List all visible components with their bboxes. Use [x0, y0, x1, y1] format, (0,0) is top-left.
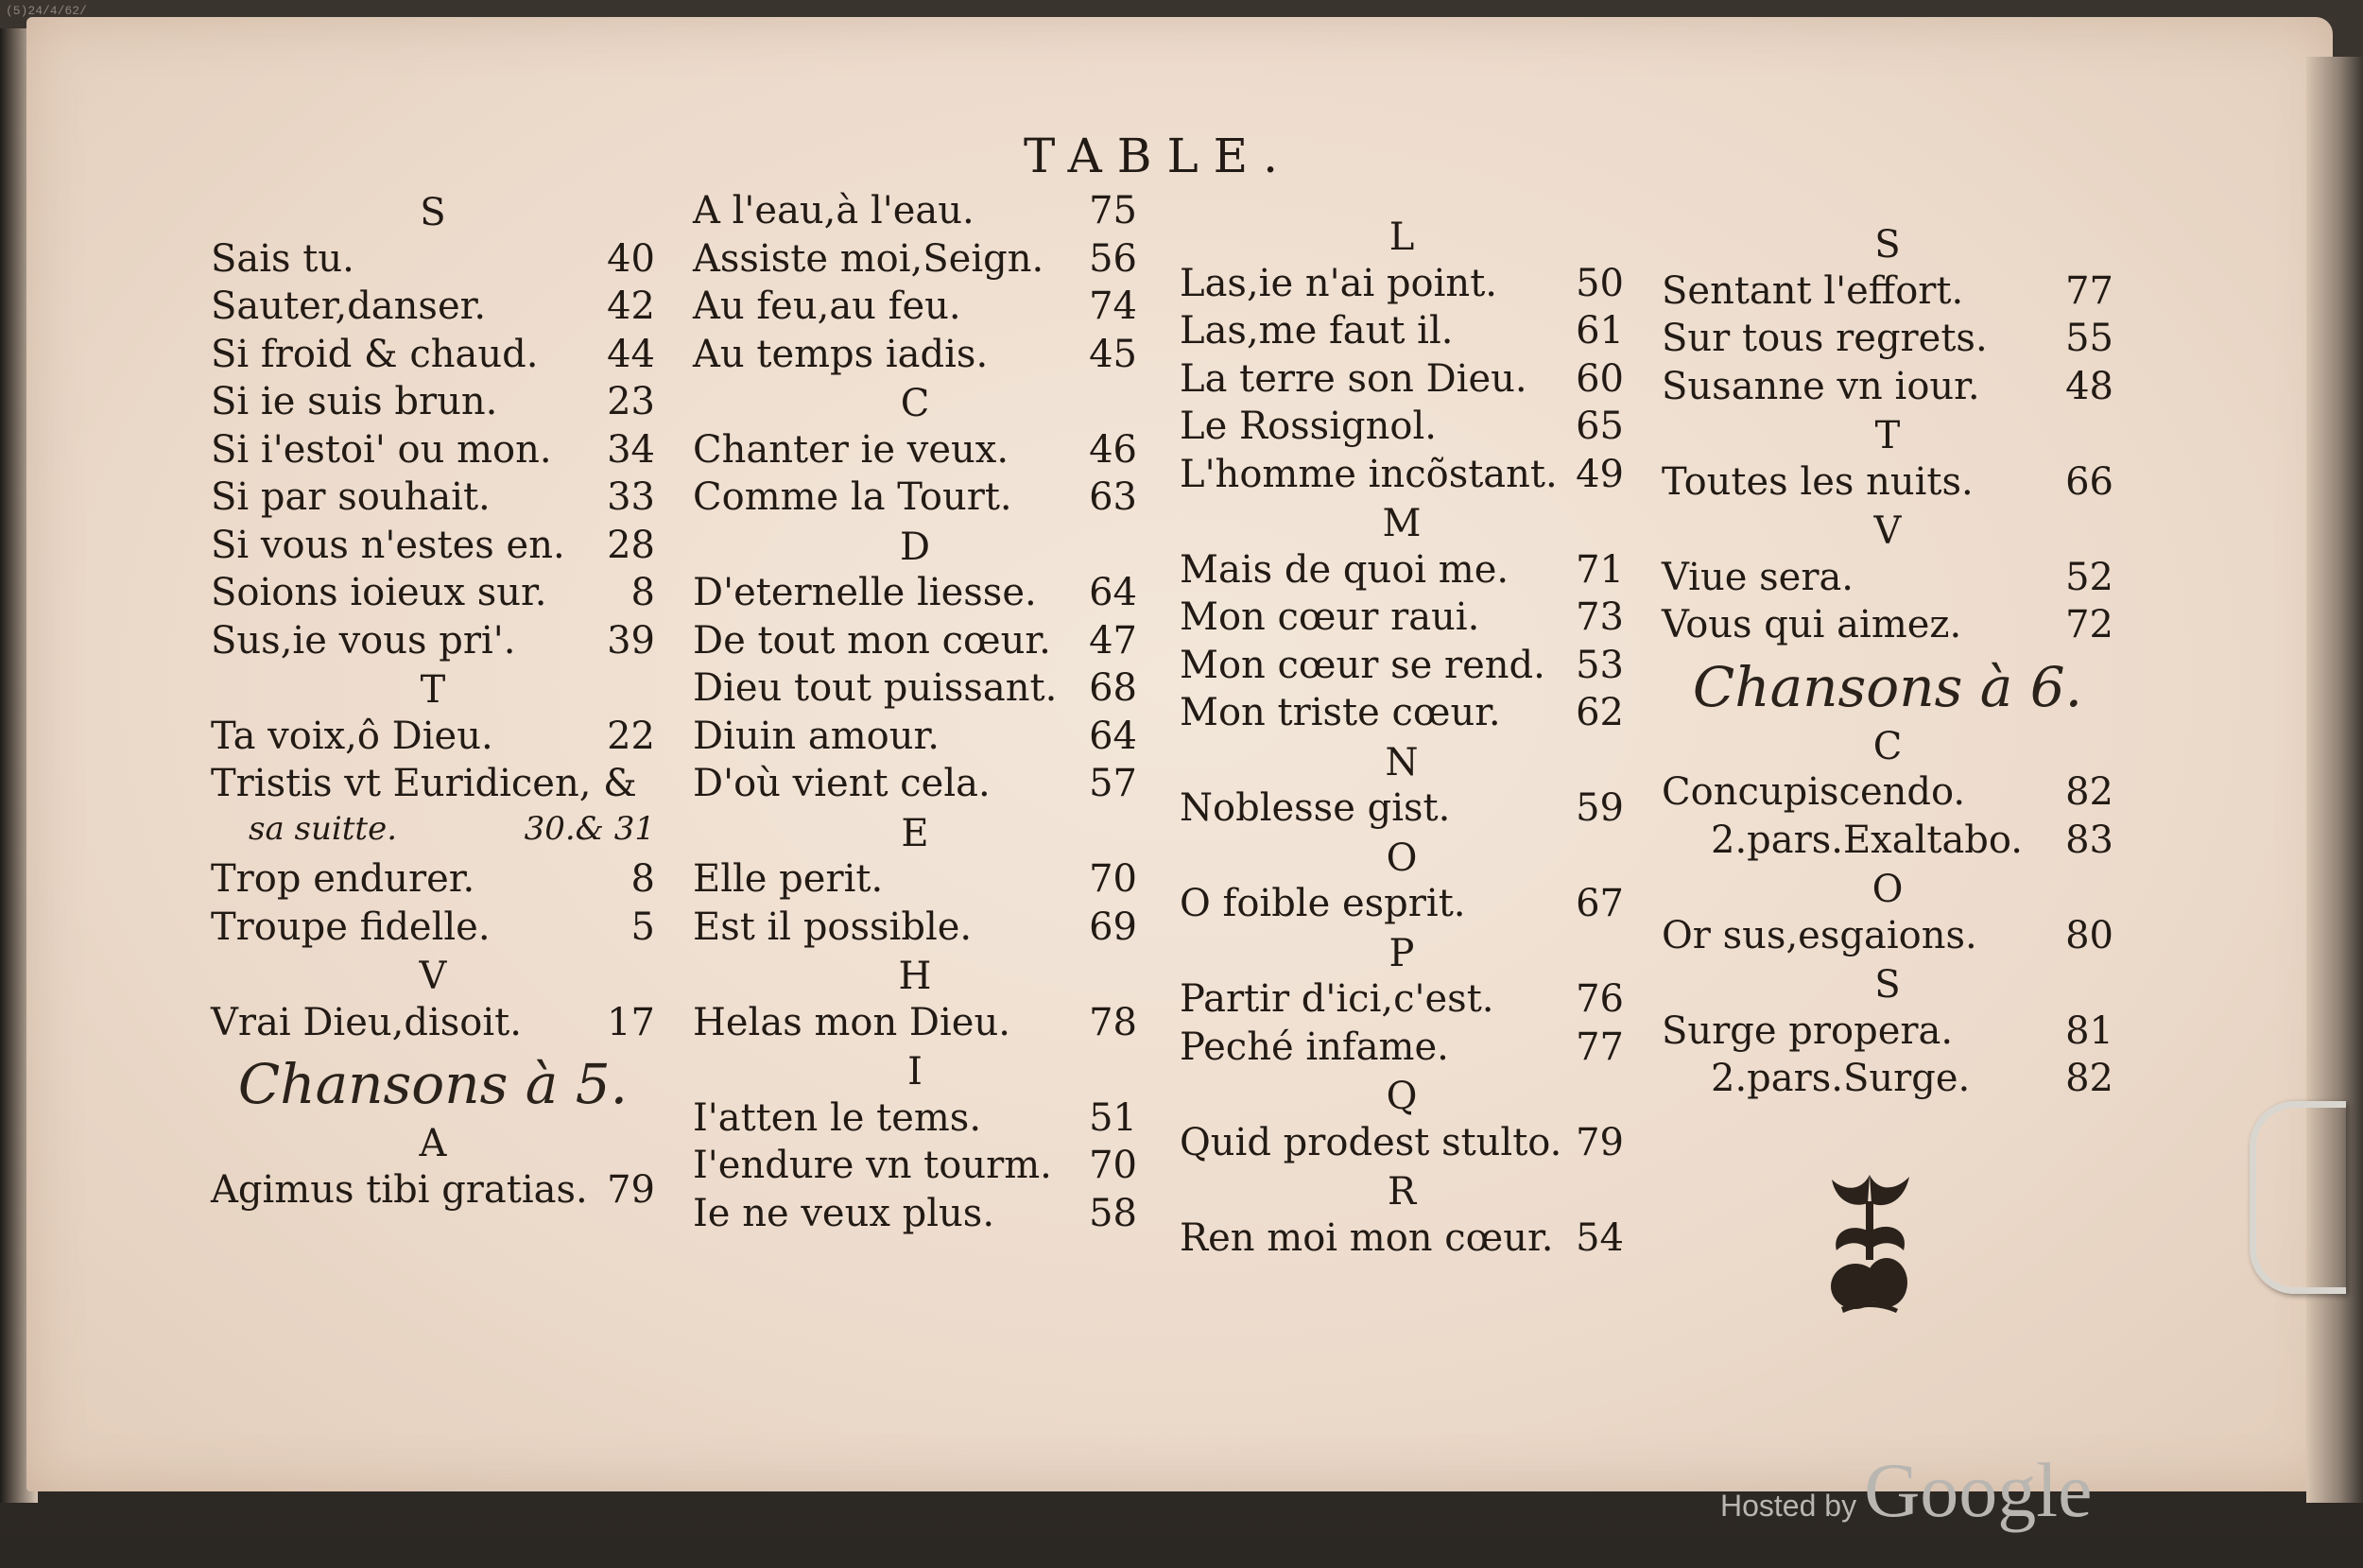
- entry-title: Si par souhait.: [211, 475, 491, 519]
- entry-title: Quid prodest stulto.: [1180, 1120, 1562, 1164]
- entry-title: Sus,ie vous pri'.: [211, 618, 516, 663]
- index-entry: [693, 715, 1137, 763]
- entry-title: Ie ne veux plus.: [693, 1191, 995, 1235]
- entry-title: Sais tu.: [211, 236, 354, 281]
- entry-title: Comme la Tourt.: [693, 475, 1012, 519]
- fleuron-ornament-icon: [1803, 1165, 1936, 1317]
- index-entry: [1180, 786, 1624, 835]
- entry-title: Au temps iadis.: [693, 332, 989, 376]
- index-entry: [211, 810, 655, 858]
- entry-page-number: 58: [1089, 1191, 1137, 1235]
- index-entry: [1662, 603, 2113, 651]
- index-entry: [211, 905, 655, 954]
- entry-page-number: 70: [1089, 857, 1137, 901]
- entry-page-number: 74: [1089, 284, 1137, 328]
- index-entry: [1180, 977, 1624, 1025]
- index-entry: [1180, 595, 1624, 644]
- entry-page-number: 75: [1089, 189, 1137, 233]
- index-entry: [1662, 460, 2113, 508]
- index-entry: [693, 284, 1137, 333]
- entry-page-number: 64: [1089, 571, 1137, 614]
- letter-heading: T: [420, 668, 446, 712]
- page-title: TABLE.: [1024, 129, 1294, 183]
- entry-page-number: 61: [1576, 309, 1624, 353]
- index-entry: [1662, 269, 2113, 318]
- entry-title: Trop endurer.: [211, 857, 475, 901]
- entry-title: Noblesse gist.: [1180, 786, 1451, 830]
- index-entry: [211, 619, 655, 667]
- letter-heading: E: [901, 811, 929, 855]
- entry-page-number: 45: [1089, 332, 1137, 376]
- entry-title: Vrai Dieu,disoit.: [211, 1000, 522, 1044]
- index-entry: [693, 762, 1137, 810]
- entry-page-number: 82: [2065, 1057, 2113, 1100]
- entry-title: Surge propera.: [1662, 1008, 1954, 1053]
- entry-page-number: 78: [1089, 1000, 1137, 1044]
- entry-page-number: 8: [630, 857, 655, 901]
- entry-page-number: 73: [1576, 595, 1624, 639]
- letter-heading: H: [898, 955, 932, 998]
- entry-page-number: 5: [630, 905, 655, 949]
- entry-page-number: 79: [1576, 1120, 1624, 1164]
- entry-title: 2.pars.Surge.: [1711, 1057, 1971, 1100]
- entry-page-number: 70: [1089, 1144, 1137, 1187]
- entry-page-number: 57: [1089, 762, 1137, 805]
- entry-title: O foible esprit.: [1180, 882, 1466, 925]
- index-entry: [211, 857, 655, 905]
- entry-page-number: 65: [1576, 405, 1624, 448]
- index-entry: [1180, 262, 1624, 310]
- index-entry: [1662, 556, 2113, 604]
- entry-page-number: 53: [1576, 643, 1624, 687]
- entry-title: Le Rossignol.: [1180, 405, 1437, 448]
- index-entry: [693, 333, 1137, 381]
- entry-page-number: 54: [1576, 1215, 1624, 1260]
- index-entry: [1180, 1025, 1624, 1074]
- index-entry: [211, 475, 655, 524]
- entry-title: De tout mon cœur.: [693, 618, 1051, 663]
- index-entry: [1180, 644, 1624, 692]
- letter-heading: D: [899, 525, 931, 569]
- entry-page-number: 44: [607, 332, 655, 376]
- index-entry: [693, 428, 1137, 476]
- entry-title: Susanne vn iour.: [1662, 364, 1980, 408]
- entry-page-number: 17: [607, 1000, 655, 1044]
- index-entry: [1662, 770, 2113, 818]
- entry-title: Diuin amour.: [693, 714, 940, 758]
- index-entry: [693, 571, 1137, 619]
- entry-title: Ta voix,ô Dieu.: [211, 714, 493, 758]
- letter-heading: O: [1871, 868, 1904, 911]
- entry-title: sa suitte.: [249, 809, 398, 848]
- letter-heading: I: [907, 1050, 923, 1094]
- entry-page-number: 80: [2065, 913, 2113, 957]
- index-entry: [1662, 365, 2113, 413]
- entry-title: Assiste moi,Seign.: [693, 236, 1044, 281]
- entry-page-number: 79: [607, 1167, 655, 1212]
- entry-title: Ren moi mon cœur.: [1180, 1215, 1554, 1260]
- entry-title: La terre son Dieu.: [1180, 356, 1527, 401]
- watermark-hosted-text: Hosted by: [1720, 1489, 1857, 1523]
- entry-title: Peché infame.: [1180, 1025, 1449, 1069]
- index-entry: [693, 1144, 1137, 1192]
- section-heading: Chansons à 5.: [237, 1052, 629, 1116]
- entry-title: Mais de quoi me.: [1180, 547, 1509, 592]
- letter-heading: T: [1874, 414, 1901, 457]
- index-column-4: [1662, 221, 2113, 1105]
- watermark-brand-text: Google: [1864, 1447, 2093, 1533]
- entry-title: Tristis vt Euridicen, &: [211, 762, 637, 805]
- entry-title: A l'eau,à l'eau.: [693, 189, 975, 233]
- index-entry: [1180, 691, 1624, 739]
- entry-title: Chanter ie veux.: [693, 427, 1009, 472]
- letter-heading: V: [419, 955, 447, 998]
- entry-page-number: 67: [1576, 882, 1624, 925]
- letter-heading: V: [1873, 509, 1902, 553]
- index-entry: [1180, 1216, 1624, 1265]
- entry-title: Si froid & chaud.: [211, 332, 539, 376]
- entry-title: Concupiscendo.: [1662, 770, 1966, 814]
- index-entry: [693, 237, 1137, 285]
- entry-title: I'endure vn tourm.: [693, 1144, 1052, 1187]
- index-entry: [693, 189, 1137, 237]
- entry-page-number: 59: [1576, 786, 1624, 830]
- letter-heading: P: [1388, 931, 1415, 975]
- entry-page-number: 71: [1576, 547, 1624, 592]
- entry-page-number: 66: [2065, 459, 2113, 504]
- index-entry: [211, 284, 655, 333]
- index-entry: [1662, 914, 2113, 962]
- letter-heading: S: [1874, 963, 1901, 1007]
- entry-page-number: 77: [1576, 1025, 1624, 1069]
- entry-page-number: 63: [1089, 475, 1137, 519]
- entry-page-number: 39: [607, 618, 655, 663]
- entry-title: Si vous n'estes en.: [211, 523, 565, 567]
- entry-page-number: 55: [2065, 317, 2113, 360]
- entry-title: Dieu tout puissant.: [693, 666, 1058, 710]
- entry-title: Sentant l'effort.: [1662, 268, 1964, 313]
- letter-heading: N: [1385, 740, 1419, 784]
- entry-page-number: 33: [607, 475, 655, 519]
- entry-page-number: 76: [1576, 977, 1624, 1021]
- index-entry: [211, 333, 655, 381]
- entry-page-number: 83: [2065, 818, 2113, 862]
- entry-page-number: 77: [2065, 268, 2113, 313]
- entry-title: Mon cœur raui.: [1180, 595, 1480, 639]
- entry-page-number: 64: [1089, 714, 1137, 758]
- entry-page-number: 56: [1089, 236, 1137, 281]
- index-entry: [1180, 548, 1624, 596]
- entry-page-number: 82: [2065, 770, 2113, 814]
- index-entry: [211, 237, 655, 285]
- entry-title: Toutes les nuits.: [1662, 459, 1974, 504]
- entry-title: Mon cœur se rend.: [1180, 643, 1545, 687]
- entry-page-number: 40: [607, 236, 655, 281]
- index-entry: [1180, 357, 1624, 405]
- letter-heading: L: [1388, 215, 1415, 259]
- entry-title: Las,me faut il.: [1180, 309, 1454, 353]
- letter-heading: C: [900, 382, 930, 425]
- entry-page-number: 30.& 31: [524, 809, 655, 848]
- index-entry: [693, 857, 1137, 905]
- entry-page-number: 62: [1576, 691, 1624, 734]
- index-column-2: [693, 189, 1137, 1239]
- index-entry: [211, 428, 655, 476]
- entry-page-number: 60: [1576, 356, 1624, 401]
- entry-page-number: 68: [1089, 666, 1137, 710]
- entry-title: Au feu,au feu.: [693, 284, 961, 328]
- letter-heading: O: [1386, 836, 1418, 880]
- letter-heading: A: [419, 1122, 447, 1165]
- entry-title: I'atten le tems.: [693, 1095, 982, 1140]
- entry-page-number: 48: [2065, 364, 2113, 408]
- index-entry: [1662, 317, 2113, 365]
- entry-page-number: 72: [2065, 603, 2113, 646]
- entry-title: Si ie suis brun.: [211, 380, 498, 423]
- index-entry: [693, 619, 1137, 667]
- entry-page-number: 81: [2065, 1008, 2113, 1053]
- index-entry: [693, 1001, 1137, 1049]
- index-entry: [1180, 1121, 1624, 1169]
- index-entry: [693, 666, 1137, 715]
- entry-title: Si i'estoi' ou mon.: [211, 427, 552, 472]
- entry-title: L'homme incõstant.: [1180, 452, 1558, 496]
- entry-page-number: 49: [1576, 452, 1624, 496]
- entry-page-number: 46: [1089, 427, 1137, 472]
- index-entry: [1180, 453, 1624, 501]
- index-entry: [1180, 882, 1624, 930]
- index-entry: [211, 571, 655, 619]
- entry-title: Soions ioieux sur.: [211, 571, 547, 614]
- index-entry: [693, 1096, 1137, 1145]
- entry-page-number: 22: [607, 714, 655, 758]
- letter-heading: Q: [1386, 1075, 1418, 1118]
- entry-title: Vous qui aimez.: [1662, 603, 1962, 646]
- index-entry: [693, 905, 1137, 954]
- page-clip: [2250, 1101, 2346, 1294]
- entry-page-number: 50: [1576, 261, 1624, 305]
- index-entry: [211, 1001, 655, 1049]
- index-entry: [1662, 1009, 2113, 1058]
- entry-page-number: 51: [1089, 1095, 1137, 1140]
- index-entry: [211, 1168, 655, 1216]
- letter-heading: M: [1382, 502, 1422, 545]
- entry-title: Las,ie n'ai point.: [1180, 261, 1497, 305]
- letter-heading: S: [420, 191, 446, 234]
- entry-title: Sur tous regrets.: [1662, 317, 1988, 360]
- entry-title: Or sus,esgaions.: [1662, 913, 1977, 957]
- entry-title: Sauter,danser.: [211, 284, 487, 328]
- index-entry: [211, 380, 655, 428]
- entry-page-number: 23: [607, 380, 655, 423]
- index-entry: [693, 1192, 1137, 1240]
- entry-title: Viue sera.: [1662, 555, 1854, 599]
- index-column-1: [211, 189, 655, 1215]
- scan-corner-code: (5)24/4/62/: [6, 4, 87, 18]
- index-column-3: [1180, 214, 1624, 1264]
- index-entry: [211, 715, 655, 763]
- entry-page-number: 69: [1089, 905, 1137, 949]
- entry-title: Agimus tibi gratias.: [211, 1167, 588, 1212]
- entry-page-number: 42: [607, 284, 655, 328]
- entry-title: Helas mon Dieu.: [693, 1000, 1010, 1044]
- index-entry: [211, 762, 655, 810]
- entry-title: Mon triste cœur.: [1180, 691, 1501, 734]
- index-entry: [693, 475, 1137, 524]
- entry-title: D'eternelle liesse.: [693, 571, 1037, 614]
- entry-page-number: 8: [630, 571, 655, 614]
- entry-title: Est il possible.: [693, 905, 973, 949]
- letter-heading: R: [1387, 1170, 1417, 1214]
- section-heading: Chansons à 6.: [1692, 654, 2083, 719]
- scan-watermark: [1720, 1446, 2092, 1535]
- index-entry: [1662, 818, 2113, 867]
- entry-title: 2.pars.Exaltabo.: [1711, 818, 2023, 862]
- index-entry: [1662, 1057, 2113, 1105]
- index-entry: [211, 524, 655, 572]
- index-entry: [1180, 405, 1624, 453]
- book-page: [26, 17, 2333, 1491]
- entry-title: D'où vient cela.: [693, 762, 991, 805]
- entry-title: Elle perit.: [693, 857, 884, 901]
- entry-page-number: 34: [607, 427, 655, 472]
- index-entry: [1180, 309, 1624, 357]
- entry-page-number: 47: [1089, 618, 1137, 663]
- letter-heading: S: [1874, 223, 1901, 267]
- entry-page-number: 28: [607, 523, 655, 567]
- entry-title: Troupe fidelle.: [211, 905, 491, 949]
- letter-heading: C: [1872, 724, 1903, 768]
- entry-page-number: 52: [2065, 555, 2113, 599]
- entry-title: Partir d'ici,c'est.: [1180, 977, 1494, 1021]
